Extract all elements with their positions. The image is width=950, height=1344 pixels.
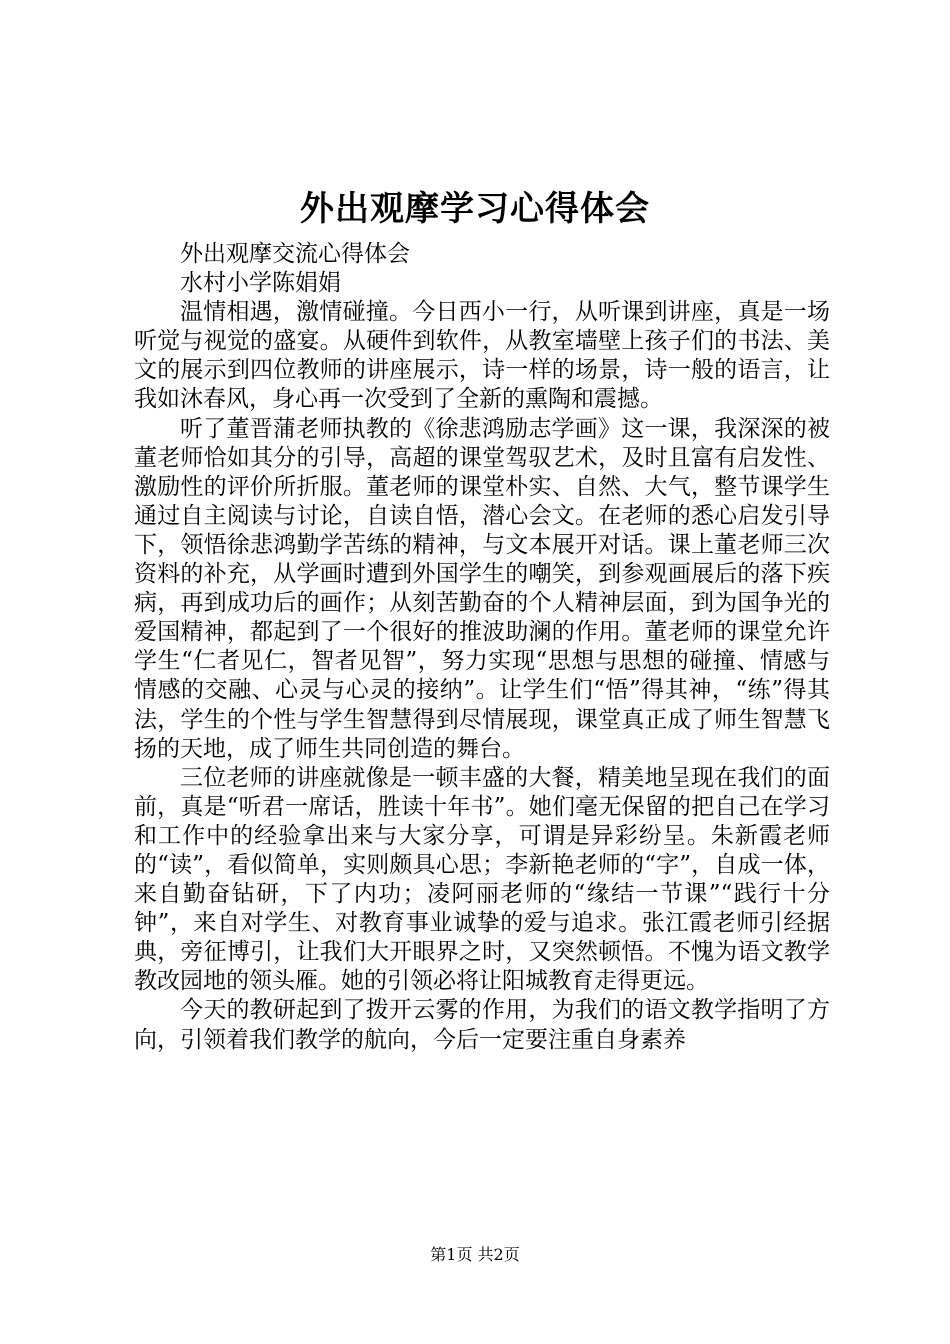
paragraph-1: 温情相遇，激情碰撞。今日西小一行，从听课到讲座，真是一场听觉与视觉的盛宴。从硬件到软件，从教室墙壁上孩子们的书法、美文的展示到四位教师的讲座展示，诗一样的场景，诗一般的语言，让我如沐春风，身心再一次受到了全新的熏陶和震撼。 <box>134 299 830 413</box>
subtitle-line: 外出观摩交流心得体会 <box>180 241 410 267</box>
author-line: 水村小学陈娟娟 <box>180 270 341 297</box>
document-body <box>134 240 830 1055</box>
document-title: 外出观摩学习心得体会 <box>300 189 650 229</box>
paragraph-2: 听了董晋蒲老师执教的《徐悲鸿励志学画》这一课，我深深的被董老师恰如其分的引导，高超的课堂驾驭艺术，及时且富有启发性、激励性的评价所折服。董老师的课堂朴实、自然、大气，整节课学生通过自主阅读与讨论，自读自悟，潜心会文。在老师的悉心启发引导下，领悟徐悲鸿勤学苦练的精神，与文本展开对话。课上董老师三次资料的补充，从学画时遭到外国学生的嘲笑，到参观画展后的落下疾病，再到成功后的画作；从刻苦勤奋的个人精神层面，到为国争光的爱国精神，都起到了一个很好的推波助澜的作用。董老师的课堂允许学生“仁者见仁，智者见智”，努力实现“思想与思想的碰撞、情感与情感的交融、心灵与心灵的接纳”。让学生们“悟”得其神，“练”得其法，学生的个性与学生智慧得到尽情展现，课堂真正成了师生智慧飞扬的天地，成了师生共同创造的舞台。 <box>134 415 830 762</box>
paragraph-3: 三位老师的讲座就像是一顿丰盛的大餐，精美地呈现在我们的面前，真是“听君一席话，胜读十年书”。她们毫无保留的把自己在学习和工作中的经验拿出来与大家分享，可谓是异彩纷呈。朱新霞老师的“读”，看似简单，实则颇具心思；李新艳老师的“字”，自成一体，来自勤奋钻研，下了内功；凌阿丽老师的“缘结一节课”“践行十分钟”，来自对学生、对教育事业诚挚的爱与追求。张江霞老师引经据典，旁征博引，让我们大开眼界之时，又突然顿悟。不愧为语文教学教改园地的领头雁。她的引领必将让阳城教育走得更远。 <box>134 764 830 995</box>
page-number-footer: 第1页 共2页 <box>430 1245 520 1264</box>
paragraph-4: 今天的教研起到了拨开云雾的作用，为我们的语文教学指明了方向，引领着我们教学的航向，今后一定要注重自身素养 <box>134 997 830 1053</box>
